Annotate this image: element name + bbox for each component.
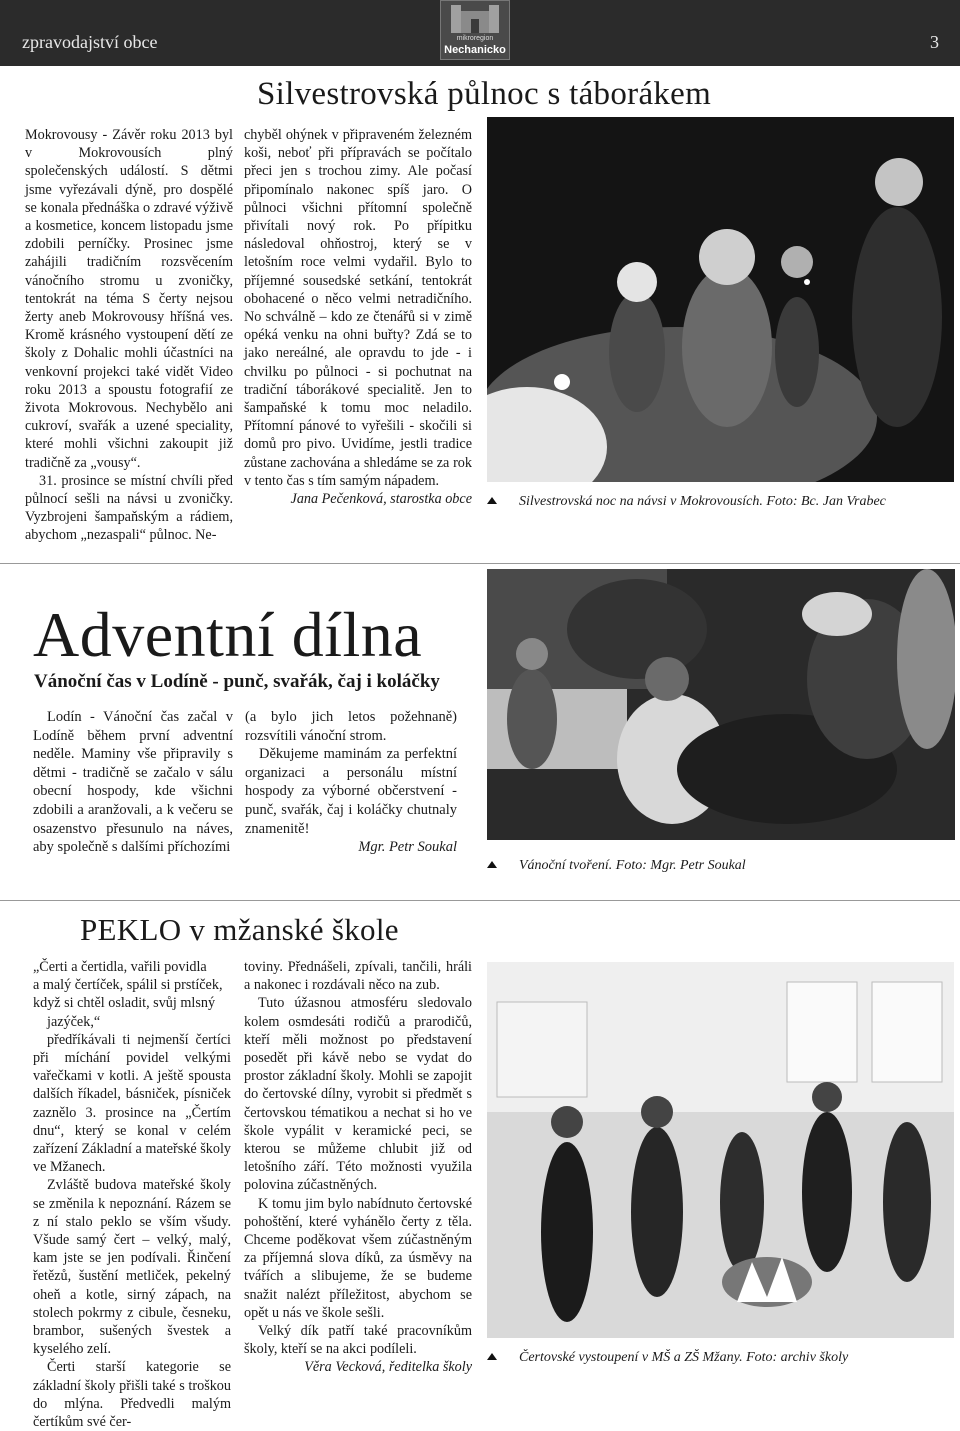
article2-col2	[245, 708, 457, 857]
article1-col1	[25, 126, 233, 545]
castle-icon	[441, 1, 509, 35]
article3-col1-p2: Zvláště budova mateřské školy se změnila k nepoznání. Rázem se z ní stalo peklo se vším všudy. Všude samý čert – velký, malý, kam jste se jen podívali. Řinčení řetězů, šustění metliček, pekelný oheň a kotle, sirný zápach, na stolech pokrmy z cibule, česneku, brambor, sušených švestek a kyselého zelí.	[33, 1177, 231, 1358]
logo-caption-small: mikroregion	[456, 35, 494, 42]
poem-line: a malý čertíček, spálil si prstíček,	[33, 977, 223, 994]
section-title: zpravodajství obce	[22, 32, 158, 52]
poem-line: „Čerti a čertidla, vařili povidla	[33, 959, 207, 975]
article3-caption-text: Čertovské vystoupení v MŠ a ZŠ Mžany. Foto: archiv školy	[519, 1350, 849, 1365]
article1-col2-p1: chyběl ohýnek v připraveném železném koši, neboť při přípravách se počítalo přeci jen s trochou zimy. Ale počasí připomínalo nakonec spíš jaro. O půlnoci všichni přítomní společně přivítali nový rok. Po přípitku následoval ohňostroj, který se v letošním roce velmi vydařil. Bylo to příjemné sousedské setkání, tentokrát obohacené o něco velmi netradičního. No schválně – kdo ze čtenářů si v zimě opéká venku na ohni buřty? Zdá se to jako nereálné, ale opravdu to jde - i chvilku po půlnoci - si pochutnat na tradiční táborákové specialitě. Jen to šampaňské k tomu moc neladilo. Přítomní pánové to vyřešili - skočili si domů pro pivo. Uvidíme, jestli tradice zůstane zachována a shledáme se za rok v tento čas s tím samým nápadem.	[244, 127, 472, 489]
photo-silvestr	[487, 117, 954, 482]
triangle-up-icon	[487, 497, 497, 504]
article1-col1-p1: Mokrovousy - Závěr roku 2013 byl v Mokrovousích plný společenských událostí. S dětmi jsme vyřezávali dýně, pro dospělé se konala přednáška o zdravé výživě a kosmetice, koncem listopadu jsme zdobili perníčky. Prosinec jsme zahájili tradičním rozsvěcením vánočního stromu u zvoničky, tentokrát na téma S čerty nejsou žerty aneb Mokrovousy hříšná ves. Kromě krásného vystoupení dětí ze školy z Dohalic mohli účastníci na venkovní projekci také vidět Video roku 2013 a spoustu fotografií ze života Mokrovous. Nechybělo ani cukroví, svařák a uzené speciality, které mohli všichni zakoupit již tradičně za „vousy“.	[25, 127, 233, 471]
photo-silvestr-image	[487, 117, 954, 482]
photo-peklo	[487, 962, 954, 1338]
nechanicko-logo	[440, 0, 510, 60]
article3-title: PEKLO v mžanské škole	[80, 912, 399, 947]
article2-signature: Mgr. Petr Soukal	[358, 839, 457, 856]
article3-caption	[487, 1350, 848, 1366]
page-number: 3	[930, 32, 939, 52]
article3-col1	[33, 958, 231, 1431]
poem-line: jazýček,“	[47, 1013, 101, 1030]
article1-col1-p2: 31. prosince se místní chvíli před půlnocí sešli na návsi u zvoničky. Vyzbrojeni šampaňským a rádiem, abychom „nezaspali“ půlnoc. Ne-	[25, 472, 233, 544]
article2-caption	[487, 858, 746, 874]
article3-col1-p1: předříkávali ti nejmenší čertíci při míchání povidel velkými vařečkami v kotli. A ještě spousta dalších říkadel, básniček, písniček zaznělo 3. prosince na „Čertím dnu“, který se konal v celém zařízení Základní a mateřské školy ve Mžanech.	[33, 1031, 231, 1176]
article3-col2-p2: Tuto úžasnou atmosféru sledovalo kolem osmdesáti rodičů a prarodičů, kteří měli možnost po představení posedět při kávě nebo se vydat do prostor základní školy. Mohli se zapojit do čertovské dílny, vyrobit si předmět s čertovskou tématikou a nechat si ho ve škole vypálit v keramické peci, se kterou se můžeme chlubit již od letošního září. Této možnosti využila polovina zúčastněných.	[244, 995, 472, 1194]
article2-caption-text: Vánoční tvoření. Foto: Mgr. Petr Soukal	[519, 858, 746, 873]
article1-col2	[244, 126, 472, 508]
photo-peklo-image	[487, 962, 954, 1338]
article3-poem	[33, 958, 231, 1031]
article1-caption	[487, 494, 886, 510]
divider-1	[0, 563, 960, 564]
triangle-up-icon	[487, 1353, 497, 1360]
photo-advent-image	[487, 569, 955, 840]
logo-caption-big: Nechanicko	[444, 44, 506, 56]
article2-col1-p1: Lodín - Vánoční čas začal v Lodíně během první adventní neděle. Maminy vše připravily s dětmi - tradičně se začalo v sálu obecní hospody, kde všichni zdobili a aranžovali, a k večeru se osazenstvo přesunulo na náves, aby společně s dalšími příchozími	[33, 709, 233, 856]
article3-col2-p1: toviny. Přednášeli, zpívali, tančili, hráli a nakonec i rozdávali něco na zub.	[244, 959, 472, 994]
article2-subtitle: Vánoční čas v Lodíně - punč, svařák, čaj i koláčky	[34, 671, 440, 692]
article2-col2-p1: (a bylo jich letos požehnaně) rozsvítili vánoční strom.	[245, 709, 457, 744]
article2-col1	[33, 708, 233, 857]
article2-col2-p2: Děkujeme maminám za perfektní organizaci a personálu místní hospody za výborné občerstvení - punč, svařák, čaj i koláčky chutnaly znamenitě!	[245, 746, 457, 837]
triangle-up-icon	[487, 861, 497, 868]
article3-col1-p3: Čerti starší kategorie se základní školy přišli také s troškou do mlýna. Předvedli malým čertíkům své čer-	[33, 1359, 231, 1431]
photo-advent	[487, 569, 955, 840]
article2-title: Adventní dílna	[33, 599, 423, 670]
article3-col2-p3: K tomu jim bylo nabídnuto čertovské pohoštění, které vyhánělo čerty z těla. Chceme poděkovat všem zúčastněným za příjemná slova díků, za úsměvy na tvářích a slibujeme, že se budeme snažit nalézt příležitost, abychom se opět u nás ve škole sešli.	[244, 1195, 472, 1321]
article3-col2-p4: Velký dík patří také pracovníkům školy, kteří se na akci podíleli.	[244, 1323, 472, 1358]
article1-signature: Jana Pečenková, starostka obce	[290, 491, 472, 508]
poem-line: když si chtěl osladit, svůj mlsný	[33, 995, 216, 1012]
article1-caption-text: Silvestrovská noc na návsi v Mokrovousích. Foto: Bc. Jan Vrabec	[519, 494, 886, 509]
article1-title: Silvestrovská půlnoc s táborákem	[257, 76, 712, 112]
divider-2	[0, 900, 960, 901]
article3-signature: Věra Vecková, ředitelka školy	[304, 1359, 472, 1376]
article3-col2	[244, 958, 472, 1377]
